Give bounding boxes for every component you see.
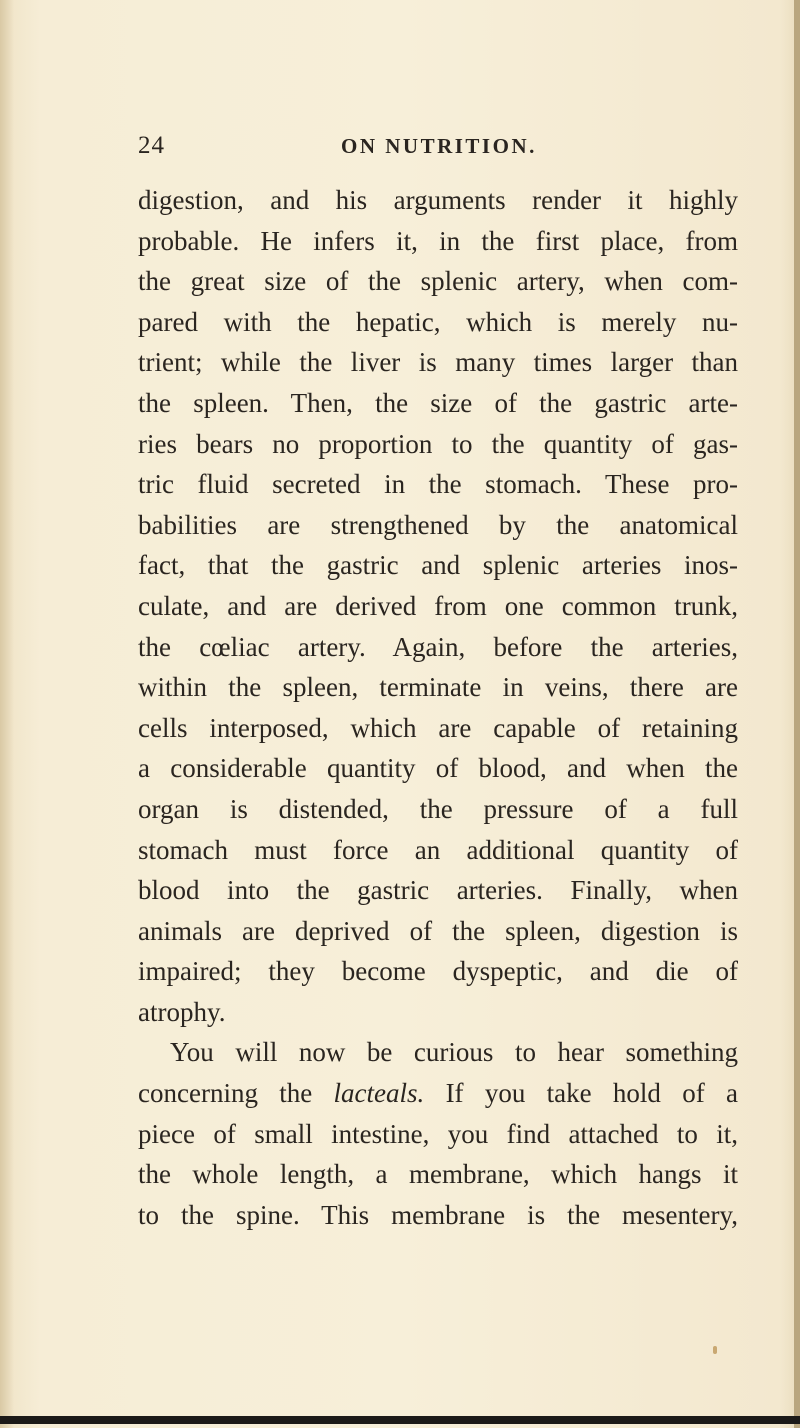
text-line: the cœliac artery. Again, before the arteries,: [138, 631, 738, 662]
text-line: the great size of the splenic artery, when com-: [138, 266, 738, 297]
page-number: 24: [138, 132, 165, 159]
text-line: trient; while the liver is many times larger than: [138, 347, 738, 378]
bottom-border: [0, 1416, 800, 1424]
body-text: [138, 180, 738, 1235]
italic-term: lacteals.: [333, 1078, 425, 1109]
paragraph-end-line: atrophy.: [138, 996, 226, 1027]
text-line: digestion, and his arguments render it highly: [138, 185, 738, 215]
text-line: tric fluid secreted in the stomach. These pro-: [138, 469, 738, 500]
paragraph-start-line: You will now be curious to hear something: [170, 1037, 738, 1068]
text-line: the whole length, a membrane, which hangs it: [138, 1159, 738, 1190]
text-line: piece of small intestine, you find attached to it,: [138, 1118, 738, 1149]
text-line: culate, and are derived from one common trunk,: [138, 590, 738, 621]
text-line: the spleen. Then, the size of the gastric arte-: [138, 387, 738, 418]
text-line: stomach must force an additional quantity of: [138, 834, 738, 865]
text-line: babilities are strengthened by the anatomical: [138, 509, 738, 540]
text-line: impaired; they become dyspeptic, and die of: [138, 956, 738, 987]
text-line: a considerable quantity of blood, and when the: [138, 753, 738, 784]
text-line: within the spleen, terminate in veins, there are: [138, 672, 738, 703]
text-line: animals are deprived of the spleen, digestion is: [138, 915, 738, 946]
text-line: probable. He infers it, in the first place, from: [138, 225, 738, 256]
text-line: concerning the lacteals. If you take hold of a: [138, 1078, 738, 1109]
text-line: pared with the hepatic, which is merely nu-: [138, 306, 738, 337]
text-line: organ is distended, the pressure of a full: [138, 793, 738, 824]
text-line: fact, that the gastric and splenic arteries inos-: [138, 550, 738, 581]
running-head: ON NUTRITION.: [341, 134, 537, 158]
text-line: ries bears no proportion to the quantity of gas-: [138, 428, 738, 459]
page-gutter-shadow: [0, 0, 14, 1428]
text-line: to the spine. This membrane is the mesentery,: [138, 1199, 738, 1230]
text-line: cells interposed, which are capable of retaining: [138, 712, 738, 743]
page-header: [138, 132, 738, 166]
page-edge: [794, 0, 800, 1428]
text-line: blood into the gastric arteries. Finally, when: [138, 875, 738, 906]
ink-speck: [713, 1346, 717, 1354]
